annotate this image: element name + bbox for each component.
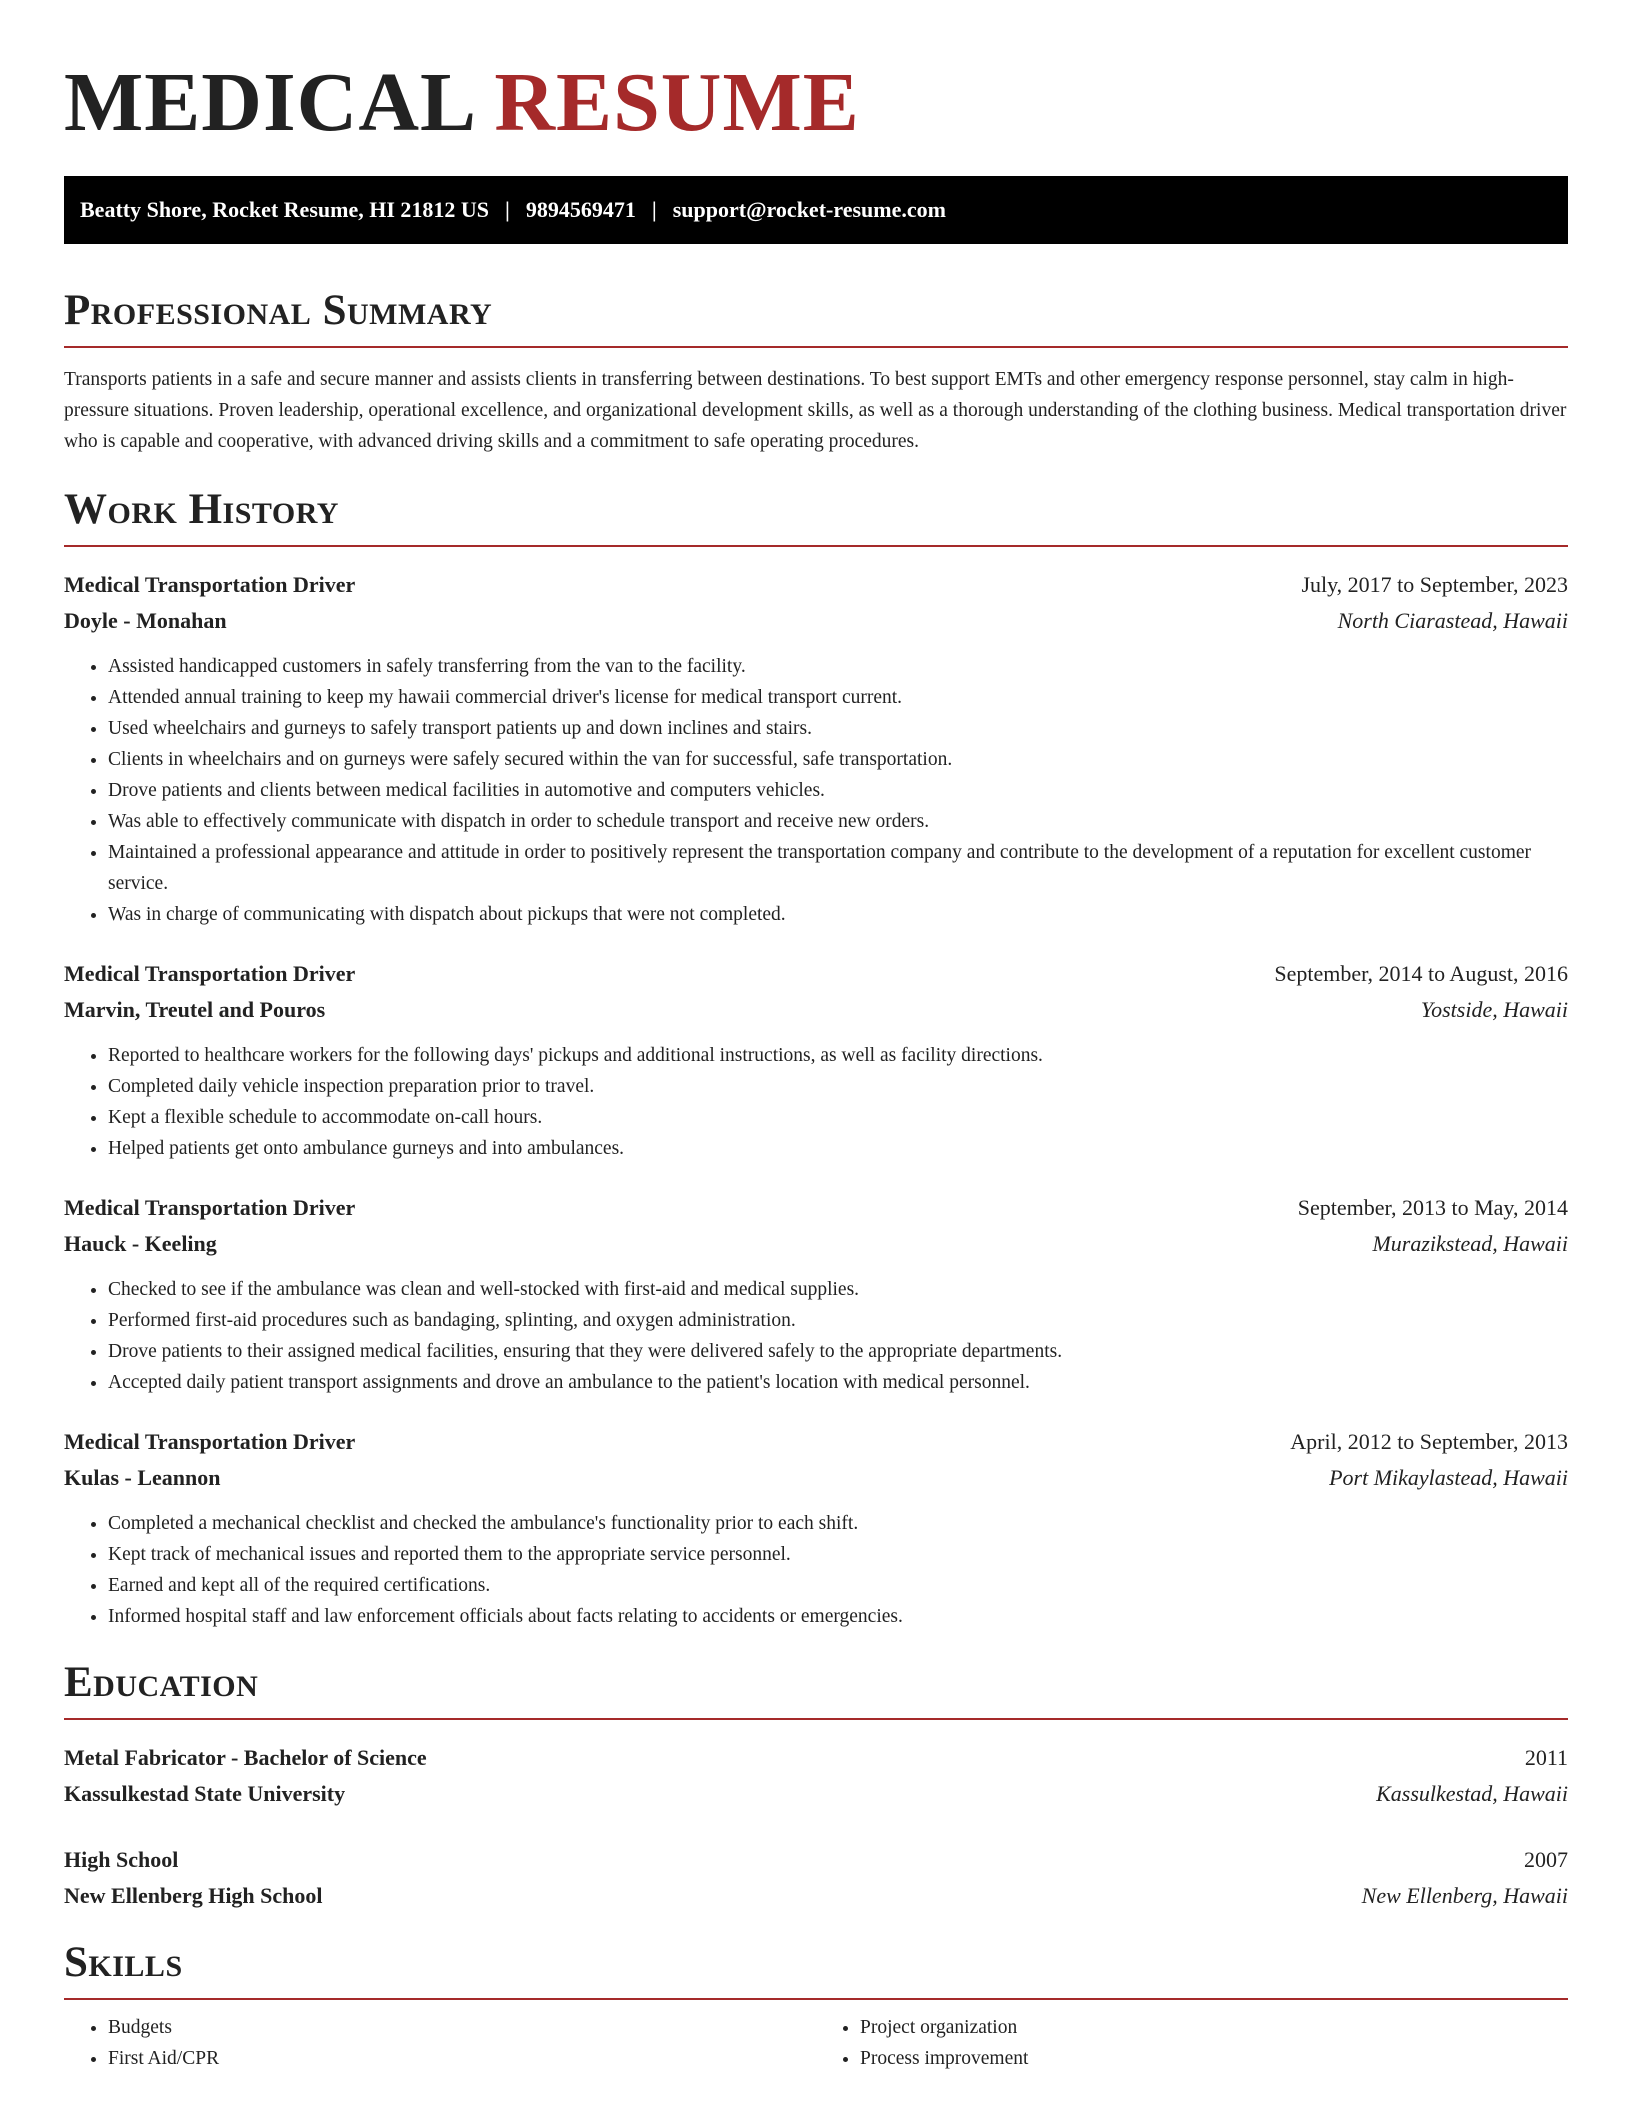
job-bullets <box>64 1040 1568 1164</box>
job-bullet: • Checked to see if the ambulance was clean and well-stocked with first-aid and medical supplies. <box>108 1274 1568 1305</box>
job-bullet: • Accepted daily patient transport assignments and drove an ambulance to the patient's location with medical personnel. <box>108 1367 1568 1398</box>
job-dates: July, 2017 to September, 2023 <box>1301 572 1568 597</box>
work-history-heading: Work History <box>64 485 1568 547</box>
job-subheader <box>64 603 1568 639</box>
skills-section <box>64 1938 1568 2074</box>
job-bullet: • Helped patients get onto ambulance gurneys and into ambulances. <box>108 1133 1568 1164</box>
job-dates: September, 2014 to August, 2016 <box>1274 961 1568 986</box>
work-history-section <box>64 485 1568 1632</box>
job-header <box>64 956 1568 992</box>
education-school: New Ellenberg High School <box>64 1883 323 1908</box>
education-degree: Metal Fabricator - Bachelor of Science <box>64 1745 427 1770</box>
summary-text: Transports patients in a safe and secure manner and assists clients in transferring between destinations. To best support EMTs and other emergency response personnel, stay calm in high-pressure situations. Proven leadership, operational excellence, and organizational development skills, as well as a thorough understanding of the clothing business. Medical transportation driver who is capable and cooperative, with advanced driving skills and a commitment to safe operating procedures. <box>64 369 1567 452</box>
contact-bar <box>64 176 1568 244</box>
job-header <box>64 1424 1568 1460</box>
job-entry <box>64 567 1568 930</box>
education-degree: High School <box>64 1847 179 1872</box>
job-subheader <box>64 1226 1568 1262</box>
education-subheader <box>64 1878 1568 1914</box>
job-location: Yostside, Hawaii <box>1420 997 1568 1022</box>
job-dates: September, 2013 to May, 2014 <box>1297 1195 1568 1220</box>
job-bullet: • Drove patients to their assigned medical facilities, ensuring that they were delivered safely to the appropriate departments. <box>108 1336 1568 1367</box>
education-subheader <box>64 1776 1568 1812</box>
education-entry <box>64 1740 1568 1812</box>
job-subheader <box>64 1460 1568 1496</box>
skills-list <box>816 2012 1568 2074</box>
skill-item: • Process improvement <box>860 2043 1568 2074</box>
summary-section <box>64 286 1568 457</box>
skills-grid <box>64 2012 1568 2074</box>
job-title: Medical Transportation Driver <box>64 572 356 597</box>
job-bullet: • Clients in wheelchairs and on gurneys were safely secured within the van for successful, safe transportation. <box>108 744 1568 775</box>
contact-address: Beatty Shore, Rocket Resume, HI 21812 US <box>80 197 490 222</box>
job-location: Port Mikaylastead, Hawaii <box>1329 1465 1568 1490</box>
job-bullet: • Reported to healthcare workers for the following days' pickups and additional instructions, as well as facility directions. <box>108 1040 1568 1071</box>
skills-heading: Skills <box>64 1938 1568 2000</box>
contact-separator: | <box>651 197 657 222</box>
job-bullet: • Maintained a professional appearance and attitude in order to positively represent the transportation company and contribute to the development of a reputation for excellent customer service. <box>108 837 1568 899</box>
job-entry <box>64 1424 1568 1632</box>
skills-list <box>64 2012 816 2074</box>
job-location: North Ciarastead, Hawaii <box>1337 608 1568 633</box>
job-bullets <box>64 1274 1568 1398</box>
contact-email: support@rocket-resume.com <box>672 197 946 222</box>
job-bullet: • Was in charge of communicating with dispatch about pickups that were not completed. <box>108 899 1568 930</box>
skill-item: • Budgets <box>108 2012 816 2043</box>
job-bullet: • Assisted handicapped customers in safely transferring from the van to the facility. <box>108 651 1568 682</box>
contact-phone: 9894569471 <box>525 197 636 222</box>
skill-item: • Project organization <box>860 2012 1568 2043</box>
education-location: New Ellenberg, Hawaii <box>1361 1883 1568 1908</box>
skill-item: • First Aid/CPR <box>108 2043 816 2074</box>
job-bullet: • Was able to effectively communicate with dispatch in order to schedule transport and receive new orders. <box>108 806 1568 837</box>
job-dates: April, 2012 to September, 2013 <box>1290 1429 1568 1454</box>
resume-content <box>64 52 1568 2074</box>
job-bullet: • Drove patients and clients between medical facilities in automotive and computers vehicles. <box>108 775 1568 806</box>
job-bullet: • Kept track of mechanical issues and reported them to the appropriate service personnel. <box>108 1539 1568 1570</box>
title-accent: RESUME <box>494 56 860 149</box>
resume-title <box>64 52 1568 154</box>
job-bullet: • Completed a mechanical checklist and checked the ambulance's functionality prior to each shift. <box>108 1508 1568 1539</box>
job-company: Kulas - Leannon <box>64 1465 221 1490</box>
job-header <box>64 1190 1568 1226</box>
job-bullet: • Performed first-aid procedures such as bandaging, splinting, and oxygen administration. <box>108 1305 1568 1336</box>
job-title: Medical Transportation Driver <box>64 1429 356 1454</box>
job-bullets <box>64 1508 1568 1632</box>
education-location: Kassulkestad, Hawaii <box>1376 1781 1568 1806</box>
skills-column-left <box>64 2012 816 2074</box>
job-location: Murazikstead, Hawaii <box>1372 1231 1568 1256</box>
job-entry <box>64 956 1568 1164</box>
job-bullet: • Earned and kept all of the required certifications. <box>108 1570 1568 1601</box>
education-entry <box>64 1842 1568 1914</box>
title-main: MEDICAL <box>64 56 473 149</box>
job-bullet: • Completed daily vehicle inspection preparation prior to travel. <box>108 1071 1568 1102</box>
education-header <box>64 1740 1568 1776</box>
job-title: Medical Transportation Driver <box>64 1195 356 1220</box>
job-company: Hauck - Keeling <box>64 1231 217 1256</box>
education-year: 2011 <box>1524 1745 1568 1770</box>
job-title: Medical Transportation Driver <box>64 961 356 986</box>
job-bullet: • Kept a flexible schedule to accommodate on-call hours. <box>108 1102 1568 1133</box>
education-year: 2007 <box>1524 1847 1568 1872</box>
job-header <box>64 567 1568 603</box>
job-company: Marvin, Treutel and Pouros <box>64 997 326 1022</box>
contact-separator: | <box>505 197 510 222</box>
job-bullet: • Informed hospital staff and law enforcement officials about facts relating to accidents or emergencies. <box>108 1601 1568 1632</box>
job-company: Doyle - Monahan <box>64 608 227 633</box>
education-school: Kassulkestad State University <box>64 1781 346 1806</box>
education-header <box>64 1842 1568 1878</box>
job-bullets <box>64 651 1568 930</box>
summary-heading: Professional Summary <box>64 286 1568 348</box>
job-entry <box>64 1190 1568 1398</box>
skills-column-right <box>816 2012 1568 2074</box>
education-section <box>64 1658 1568 1914</box>
job-bullet: • Used wheelchairs and gurneys to safely transport patients up and down inclines and stairs. <box>108 713 1568 744</box>
job-subheader <box>64 992 1568 1028</box>
job-bullet: • Attended annual training to keep my hawaii commercial driver's license for medical transport current. <box>108 682 1568 713</box>
education-heading: Education <box>64 1658 1568 1720</box>
